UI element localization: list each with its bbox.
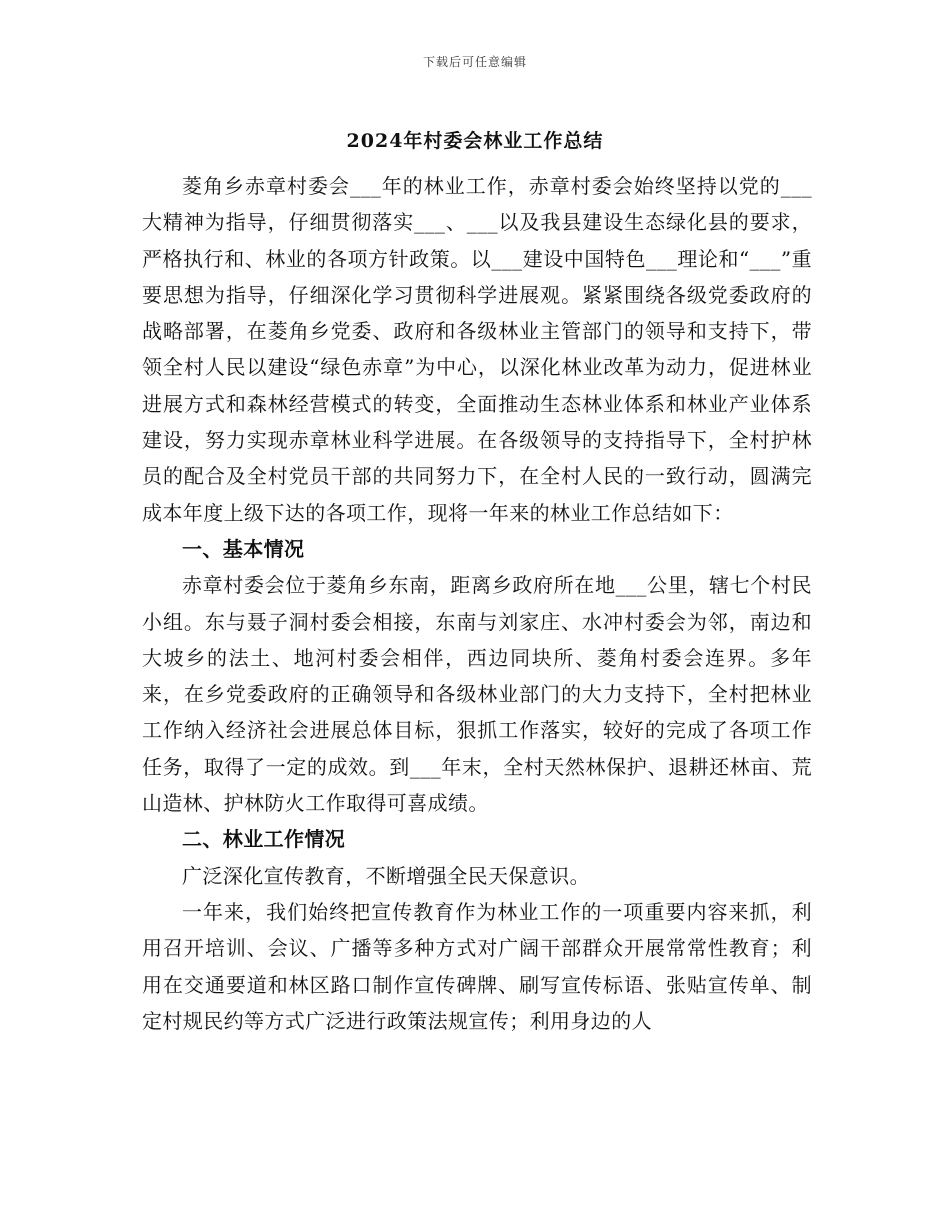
section-heading-basic-situation: 一、基本情况 [182,536,305,561]
section-heading-forestry-work: 二、林业工作情况 [182,827,346,852]
document-body [142,168,812,1039]
intro-paragraph: 菱角乡赤章村委会___年的林业工作，赤章村委会始终坚持以党的___大精神为指导，仔细贯彻落实___、___以及我县建设生态绿化县的要求，严格执行和、林业的各项方针政策。以___建设中国特色___理论和“___”重要思想为指导，仔细深化学习贯彻科学进展观。紧紧围绕各级党委政府的战略部署，在菱角乡党委、政府和各级林业主管部门的领导和支持下，带领全村人民以建设“绿色赤章”为中心，以深化林业改革为动力，促进林业进展方式和森林经营模式的转变，全面推动生态林业体系和林业产业体系建设，努力实现赤章林业科学进展。在各级领导的支持指导下，全村护林员的配合及全村党员干部的共同努力下，在全村人民的一致行动，圆满完成本年度上级下达的各项工作，现将一年来的林业工作总结如下： [142,174,812,525]
header-note: 下载后可任意编辑 [422,55,527,69]
document-title: 2024年村委会林业工作总结 [346,130,604,152]
forestry-work-subheading: 广泛深化宣传教育，不断增强全民天保意识。 [182,863,590,888]
forestry-work-paragraph: 一年来，我们始终把宣传教育作为林业工作的一项重要内容来抓，利用召开培训、会议、广播等多种方式对广阔干部群众开展常常性教育；利用在交通要道和林区路口制作宣传碑牌、刷写宣传标语、张贴宣传单、制定村规民约等方式广泛进行政策法规宣传；利用身边的人 [142,899,812,1033]
basic-situation-paragraph: 赤章村委会位于菱角乡东南，距离乡政府所在地___公里，辖七个村民小组。东与聂子洞村委会相接，东南与刘家庄、水冲村委会为邻，南边和大坡乡的法土、地河村委会相伴，西边同块所、菱角村委会连界。多年来，在乡党委政府的正确领导和各级林业部门的大力支持下，全村把林业工作纳入经济社会进展总体目标，狠抓工作落实，较好的完成了各项工作任务，取得了一定的成效。到___年末，全村天然林保护、退耕还林亩、荒山造林、护林防火工作取得可喜成绩。 [142,573,812,816]
